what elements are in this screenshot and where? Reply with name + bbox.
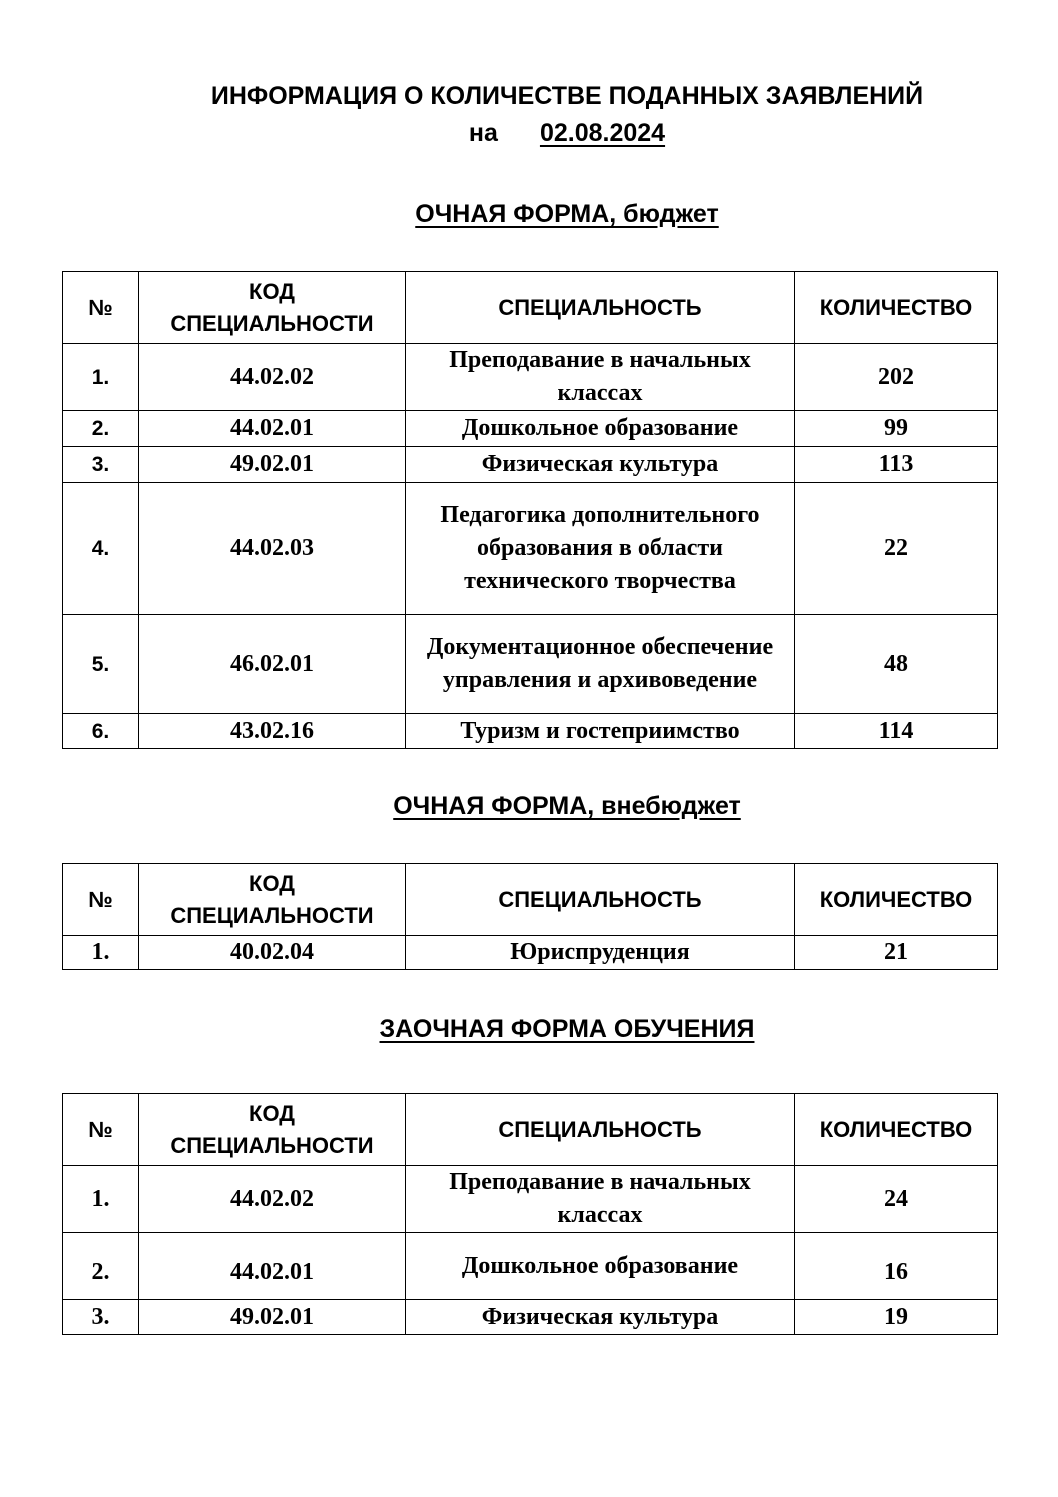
column-header-code: КОД СПЕЦИАЛЬНОСТИ bbox=[139, 864, 406, 936]
column-header-no: № bbox=[63, 864, 139, 936]
row-specialty: Юриспруденция bbox=[406, 936, 795, 970]
table-row bbox=[63, 344, 998, 411]
row-code: 44.02.01 bbox=[139, 1233, 406, 1300]
row-no: 1. bbox=[63, 936, 139, 970]
table-row bbox=[63, 483, 998, 615]
row-code: 49.02.01 bbox=[139, 1300, 406, 1335]
row-count: 22 bbox=[795, 483, 998, 615]
section-title-full-time-paid: ОЧНАЯ ФОРМА, внебюджет bbox=[393, 792, 741, 820]
row-specialty: Туризм и гостеприимство bbox=[406, 714, 795, 749]
section-title-part-time: ЗАОЧНАЯ ФОРМА ОБУЧЕНИЯ bbox=[379, 1015, 755, 1043]
column-header-count: КОЛИЧЕСТВО bbox=[795, 864, 998, 936]
table-row bbox=[63, 1233, 998, 1300]
row-specialty: Физическая культура bbox=[406, 1300, 795, 1335]
row-count: 24 bbox=[795, 1166, 998, 1233]
date-line bbox=[0, 119, 1058, 148]
column-header-specialty: СПЕЦИАЛЬНОСТЬ bbox=[406, 272, 795, 344]
table-full-time-paid bbox=[62, 863, 998, 970]
row-code: 43.02.16 bbox=[139, 714, 406, 749]
column-header-specialty: СПЕЦИАЛЬНОСТЬ bbox=[406, 1094, 795, 1166]
table-header-row bbox=[63, 864, 998, 936]
row-code: 46.02.01 bbox=[139, 615, 406, 714]
table-header-row bbox=[63, 1094, 998, 1166]
column-header-code: КОД СПЕЦИАЛЬНОСТИ bbox=[139, 1094, 406, 1166]
row-code: 44.02.03 bbox=[139, 483, 406, 615]
row-specialty: Документационное обеспечение управления и архивоведение bbox=[406, 615, 795, 714]
table-row bbox=[63, 615, 998, 714]
row-code: 44.02.02 bbox=[139, 1166, 406, 1233]
row-count: 21 bbox=[795, 936, 998, 970]
row-no: 1. bbox=[63, 344, 139, 411]
row-specialty: Дошкольное образование bbox=[406, 411, 795, 447]
report-date: 02.08.2024 bbox=[539, 119, 666, 147]
table-row bbox=[63, 1300, 998, 1335]
section-title-full-time-budget: ОЧНАЯ ФОРМА, бюджет bbox=[415, 200, 719, 228]
column-header-specialty: СПЕЦИАЛЬНОСТЬ bbox=[406, 864, 795, 936]
row-count: 202 bbox=[795, 344, 998, 411]
page-title: ИНФОРМАЦИЯ О КОЛИЧЕСТВЕ ПОДАННЫХ ЗАЯВЛЕНИЙ bbox=[210, 82, 924, 110]
row-specialty: Дошкольное образование bbox=[406, 1233, 795, 1300]
row-specialty: Педагогика дополнительного образования в области технического творчества bbox=[406, 483, 795, 615]
date-prefix: на bbox=[468, 119, 498, 147]
table-header-row bbox=[63, 272, 998, 344]
row-count: 16 bbox=[795, 1233, 998, 1300]
row-code: 44.02.02 bbox=[139, 344, 406, 411]
column-header-no: № bbox=[63, 272, 139, 344]
row-count: 48 bbox=[795, 615, 998, 714]
column-header-count: КОЛИЧЕСТВО bbox=[795, 1094, 998, 1166]
row-specialty: Физическая культура bbox=[406, 447, 795, 483]
row-code: 40.02.04 bbox=[139, 936, 406, 970]
row-no: 3. bbox=[63, 447, 139, 483]
row-count: 113 bbox=[795, 447, 998, 483]
row-no: 6. bbox=[63, 714, 139, 749]
table-row bbox=[63, 447, 998, 483]
row-no: 5. bbox=[63, 615, 139, 714]
table-full-time-budget bbox=[62, 271, 998, 749]
table-row bbox=[63, 411, 998, 447]
row-no: 3. bbox=[63, 1300, 139, 1335]
row-count: 19 bbox=[795, 1300, 998, 1335]
column-header-no: № bbox=[63, 1094, 139, 1166]
table-row bbox=[63, 936, 998, 970]
row-no: 1. bbox=[63, 1166, 139, 1233]
column-header-code: КОД СПЕЦИАЛЬНОСТИ bbox=[139, 272, 406, 344]
row-specialty: Преподавание в начальных классах bbox=[406, 344, 795, 411]
table-row bbox=[63, 1166, 998, 1233]
table-row bbox=[63, 714, 998, 749]
row-count: 114 bbox=[795, 714, 998, 749]
row-no: 2. bbox=[63, 1233, 139, 1300]
table-part-time bbox=[62, 1093, 998, 1335]
row-code: 49.02.01 bbox=[139, 447, 406, 483]
row-no: 4. bbox=[63, 483, 139, 615]
row-code: 44.02.01 bbox=[139, 411, 406, 447]
row-specialty: Преподавание в начальных классах bbox=[406, 1166, 795, 1233]
column-header-count: КОЛИЧЕСТВО bbox=[795, 272, 998, 344]
row-no: 2. bbox=[63, 411, 139, 447]
row-count: 99 bbox=[795, 411, 998, 447]
